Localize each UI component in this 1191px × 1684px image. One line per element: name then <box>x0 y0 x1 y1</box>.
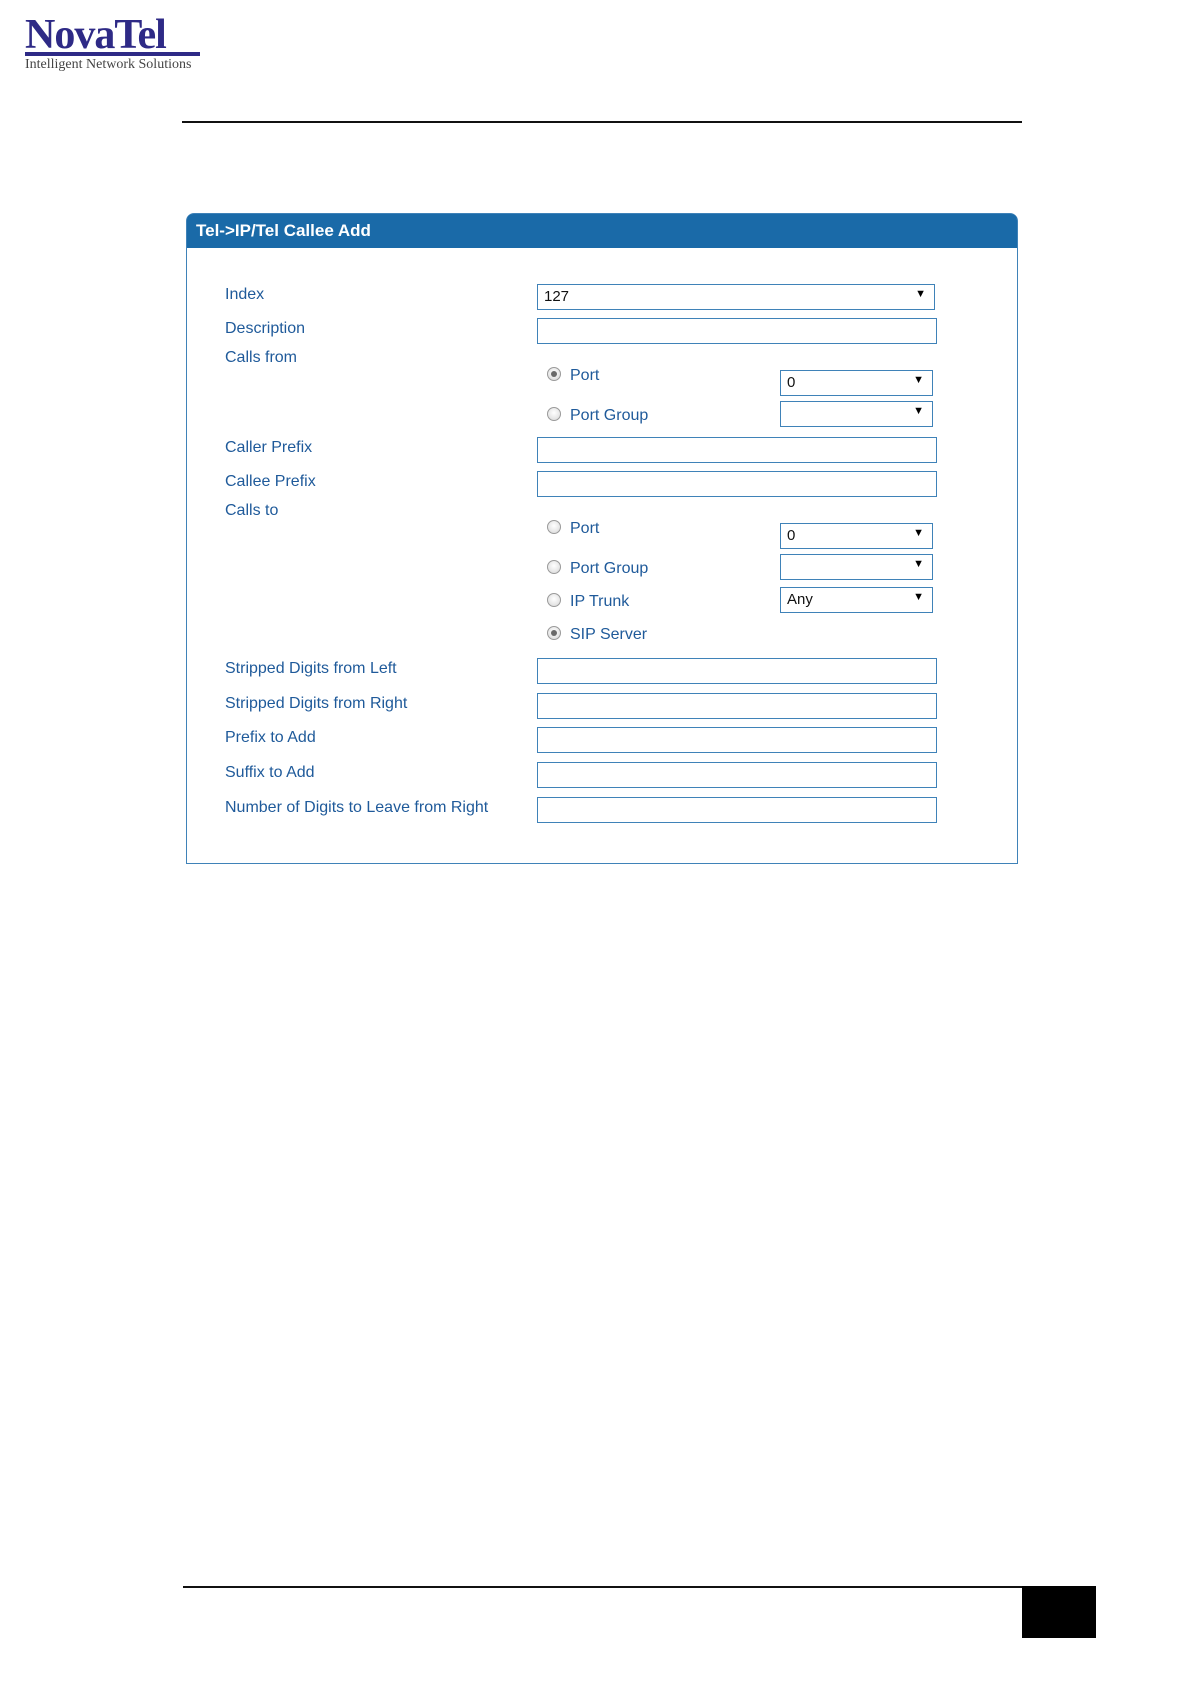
prefix-add-label: Prefix to Add <box>225 729 316 746</box>
calls-to-ip-trunk-value: Any <box>787 591 813 608</box>
panel-title: Tel->IP/Tel Callee Add <box>196 221 371 240</box>
calls-to-ip-trunk-radio[interactable] <box>547 593 561 607</box>
stripped-left-label: Stripped Digits from Left <box>225 660 397 677</box>
callee-prefix-input[interactable] <box>537 471 937 497</box>
chevron-down-icon: ▼ <box>913 527 924 539</box>
chevron-down-icon: ▼ <box>913 374 924 386</box>
calls-to-port-radio[interactable] <box>547 520 561 534</box>
calls-from-port-label: Port <box>570 367 600 384</box>
suffix-add-input[interactable] <box>537 762 937 788</box>
calls-to-label: Calls to <box>225 502 279 519</box>
description-input[interactable] <box>537 318 937 344</box>
calls-to-port-group-select[interactable] <box>780 554 933 580</box>
chevron-down-icon: ▼ <box>913 591 924 603</box>
chevron-down-icon: ▼ <box>913 558 924 570</box>
calls-from-port-group-label: Port Group <box>570 407 649 424</box>
caller-prefix-label: Caller Prefix <box>225 439 313 456</box>
description-label: Description <box>225 320 306 337</box>
chevron-down-icon: ▼ <box>913 405 924 417</box>
stripped-left-input[interactable] <box>537 658 937 684</box>
digits-leave-input[interactable] <box>537 797 937 823</box>
calls-to-port-value: 0 <box>787 527 796 544</box>
page-number-box <box>1022 1586 1096 1638</box>
calls-to-ip-trunk-label: IP Trunk <box>570 593 630 610</box>
calls-to-ip-trunk-select[interactable] <box>780 587 933 613</box>
calls-from-port-select[interactable] <box>780 370 933 396</box>
calls-from-port-radio[interactable] <box>547 367 561 381</box>
brand-logo <box>25 14 225 73</box>
calls-from-label: Calls from <box>225 349 298 366</box>
calls-to-sip-server-radio[interactable] <box>547 626 561 640</box>
caller-prefix-input[interactable] <box>537 437 937 463</box>
header-divider <box>182 121 1022 123</box>
stripped-right-label: Stripped Digits from Right <box>225 695 408 712</box>
calls-from-port-group-radio[interactable] <box>547 407 561 421</box>
panel-header <box>187 214 1017 248</box>
calls-to-port-select[interactable] <box>780 523 933 549</box>
callee-prefix-label: Callee Prefix <box>225 473 316 490</box>
calls-from-port-group-select[interactable] <box>780 401 933 427</box>
calls-to-port-group-label: Port Group <box>570 560 649 577</box>
stripped-right-input[interactable] <box>537 693 937 719</box>
digits-leave-label: Number of Digits to Leave from Right <box>225 799 489 816</box>
index-label: Index <box>225 286 265 303</box>
chevron-down-icon: ▼ <box>915 288 926 300</box>
suffix-add-label: Suffix to Add <box>225 764 315 781</box>
index-select-value: 127 <box>544 288 570 305</box>
calls-to-sip-server-label: SIP Server <box>570 626 648 643</box>
footer-divider <box>183 1586 1026 1588</box>
calls-to-port-group-radio[interactable] <box>547 560 561 574</box>
prefix-add-input[interactable] <box>537 727 937 753</box>
logo-tagline: Intelligent Network Solutions <box>25 57 192 72</box>
logo-name: NovaTel <box>25 12 166 58</box>
calls-to-port-label: Port <box>570 520 600 537</box>
callee-add-panel <box>186 213 1018 864</box>
index-select[interactable] <box>537 284 935 310</box>
calls-from-port-value: 0 <box>787 374 796 391</box>
